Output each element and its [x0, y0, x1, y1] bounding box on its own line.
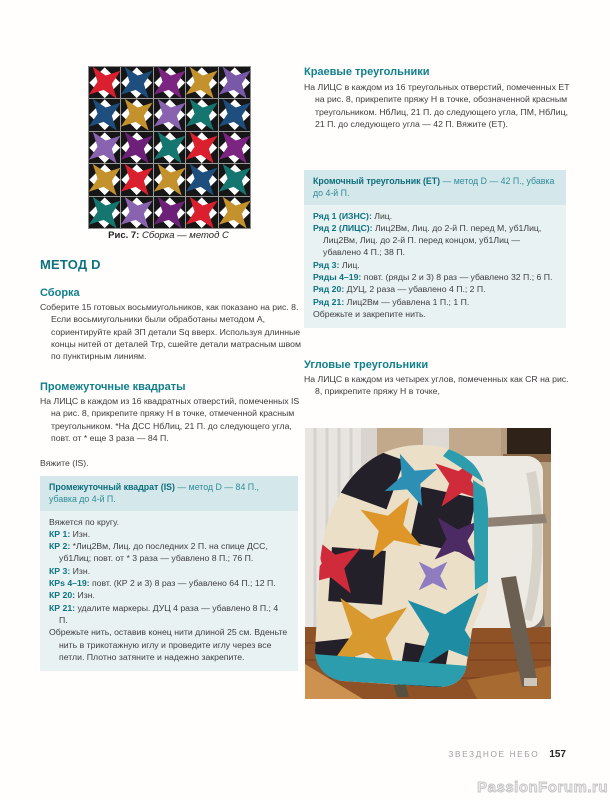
pattern-row-text: Обрежьте нить, оставив конец нити длиной 25 см. Вденьте нить в трикотажную иглу и проведите иглу через все петли. Плотно затяните и надежно закрепите. — [49, 627, 288, 662]
pattern-row-text: Лиц2Вм, Лиц. до 2-й П. перед М, уб1Лиц, Лиц2Вм, Лиц. до 2-й П. перед концом, уб1Лиц — убавлено 4 П.; 38 П. — [323, 222, 542, 258]
pattern-row — [49, 540, 289, 565]
quilt-block — [219, 164, 250, 195]
pattern-row — [313, 271, 557, 283]
corner-triangles-heading: Угловые треугольники — [304, 359, 429, 371]
figure-caption-label: Рис. 7: — [108, 230, 140, 241]
quilt-block — [186, 197, 217, 228]
pattern-row-text: Лиц. — [339, 259, 360, 270]
pattern-row — [49, 626, 289, 663]
figure-caption-text: Сборка — метод С — [139, 230, 229, 241]
pattern-row-label: КР 2: — [49, 541, 71, 552]
quilt-block — [121, 132, 152, 163]
pattern-box-header — [304, 170, 566, 205]
pattern-row-label: Ряд 21: — [313, 296, 345, 307]
pattern-row-text: ДУЦ, 2 раза — убавлено 4 П.; 2 П. — [344, 284, 486, 295]
pattern-row-label: КР 21: — [49, 602, 76, 613]
pattern-row-label: Ряд 1 (ИЗНС): — [313, 210, 372, 221]
quilt-block — [121, 99, 152, 130]
pattern-row-text: повт. (ряды 2 и 3) 8 раз — убавлено 32 П.; 6 П. — [361, 272, 553, 283]
quilt-block — [186, 67, 217, 98]
chair-foot — [524, 678, 537, 686]
pattern-box-body — [304, 205, 566, 329]
pattern-row-label: КРs 4–19: — [49, 578, 90, 589]
pattern-row — [313, 308, 557, 320]
pattern-row-text: Изн. — [70, 528, 91, 539]
window-dark — [507, 428, 551, 454]
intermediate-squares-heading: Промежуточные квадраты — [40, 381, 186, 393]
pattern-box-body — [40, 511, 298, 672]
pattern-row — [49, 589, 289, 601]
footer-section-title: ЗВЕЗДНОЕ НЕБО — [448, 749, 540, 759]
blanket-photo — [305, 428, 551, 699]
page-number: 157 — [549, 749, 566, 760]
pattern-row-text: Лиц. — [371, 210, 393, 221]
blanket-photo-illustration — [305, 428, 551, 699]
pattern-row — [313, 222, 557, 259]
pattern-row-label: Ряды 4–19: — [313, 272, 362, 283]
quilt-block — [89, 132, 120, 163]
quilt-block — [154, 67, 185, 98]
pattern-row-label: КР 20: — [49, 590, 76, 601]
pattern-row-text: повт. (КР 2 и 3) 8 раз — убавлено 64 П.; 12 П. — [89, 578, 276, 589]
pattern-box-header — [40, 476, 298, 511]
quilt-block — [186, 99, 217, 130]
pattern-box-subtitle: — метод D — 84 П., убавка до 4-й П. — [49, 482, 259, 504]
quilt-block — [154, 164, 185, 195]
pattern-row — [313, 210, 557, 222]
method-d-heading: МЕТОД D — [40, 257, 101, 272]
quilt-block — [89, 197, 120, 228]
quilt-block — [154, 132, 185, 163]
intermediate-square-pattern-box — [40, 476, 298, 671]
quilt-block — [121, 197, 152, 228]
pattern-row-text: Изн. — [75, 590, 95, 601]
pattern-row-text: Лиц2Вм — убавлена 1 П.; 1 П. — [344, 296, 470, 307]
pattern-row — [49, 516, 289, 528]
pattern-row — [49, 565, 289, 577]
pattern-row-text: Вяжется по кругу. — [49, 516, 119, 527]
quilt-block — [219, 67, 250, 98]
pattern-row-text: удалите маркеры. ДУЦ 4 раза — убавлено 8 П.; 4 П. — [59, 602, 279, 625]
quilt-block — [89, 67, 120, 98]
quilt-block — [89, 164, 120, 195]
pattern-row — [313, 283, 557, 295]
quilt-block — [121, 67, 152, 98]
pattern-row-text: Изн. — [70, 565, 91, 576]
pattern-row — [49, 577, 289, 589]
pattern-row-label: КР 1: — [49, 528, 71, 539]
pattern-box-subtitle: — метод D — 42 П., убавка до 4-й П. — [313, 176, 555, 198]
quilt-block — [219, 132, 250, 163]
quilt-block — [154, 99, 185, 130]
quilt-block — [121, 164, 152, 195]
quilt-block — [219, 99, 250, 130]
quilt-assembly-diagram — [88, 66, 251, 229]
quilt-block — [154, 197, 185, 228]
edge-triangles-paragraph: На ЛИЦС в каждом из 16 треугольных отверстий, помеченных ЕТ на рис. 8, прикрепите пряжу Н в точке, обозначенной красным треугольником. НбЛиц, 21 П. до следующего угла, ПМ, НбЛиц, 21 П. до следующего угла — 42 П. Вяжите (ЕТ). — [304, 82, 570, 129]
pattern-row-label: Ряд 2 (ЛИЦС): — [313, 222, 373, 233]
edge-triangle-pattern-box — [304, 170, 566, 328]
pattern-row — [49, 528, 289, 540]
assembly-heading: Сборка — [40, 287, 80, 299]
pattern-row-label: КР 3: — [49, 565, 71, 576]
pattern-row-text: *Лиц2Вм, Лиц. до последних 2 П. на спице ДСС, уб1Лиц; повт. от * 3 раза — убавлено 8 П.; 76 П. — [59, 541, 268, 564]
corner-triangles-paragraph: На ЛИЦС в каждом из четырех углов, помеченных как CR на рис. 8, прикрепите пряжу Н в точке, — [304, 374, 569, 397]
quilt-block — [186, 132, 217, 163]
pattern-row-text: Обрежьте и закрепите нить. — [313, 308, 426, 319]
quilt-block — [89, 99, 120, 130]
figure-caption — [58, 230, 279, 241]
site-watermark: PassionForum.ru — [477, 779, 608, 796]
intermediate-squares-paragraph: На ЛИЦС в каждом из 16 квадратных отверстий, помеченных IS на рис. 8, прикрепите пряжу Н в точке, отмеченной красным треугольником. *На ДСС НбЛиц, 21 П. до следующего угла, повт. от * еще 3 раза — 84 П. — [40, 396, 300, 443]
pattern-row-label: Ряд 20: — [313, 284, 345, 295]
pattern-box-title: Кромочный треугольник (ЕТ) — [313, 176, 441, 186]
pattern-row-label: Ряд 3: — [313, 259, 340, 270]
intermediate-squares-paragraph-end: Вяжите (IS). — [40, 458, 89, 468]
quilt-block — [186, 164, 217, 195]
quilt-block — [219, 197, 250, 228]
pattern-box-title: Промежуточный квадрат (IS) — [49, 482, 175, 492]
pattern-row — [313, 259, 557, 271]
edge-triangles-heading: Краевые треугольники — [304, 66, 430, 78]
pattern-row — [313, 296, 557, 308]
pattern-row — [49, 602, 289, 627]
page-footer — [300, 744, 566, 762]
assembly-paragraph: Соберите 15 готовых восьмиугольников, как показано на рис. 8. Если восьмиугольники были обработаны методом А, сориентируйте край ЗП детали Sq вверх. Используя длинные концы нитей от деталей Trp, сшейте детали матрасным швом по пунктирным линиям. — [40, 302, 301, 362]
